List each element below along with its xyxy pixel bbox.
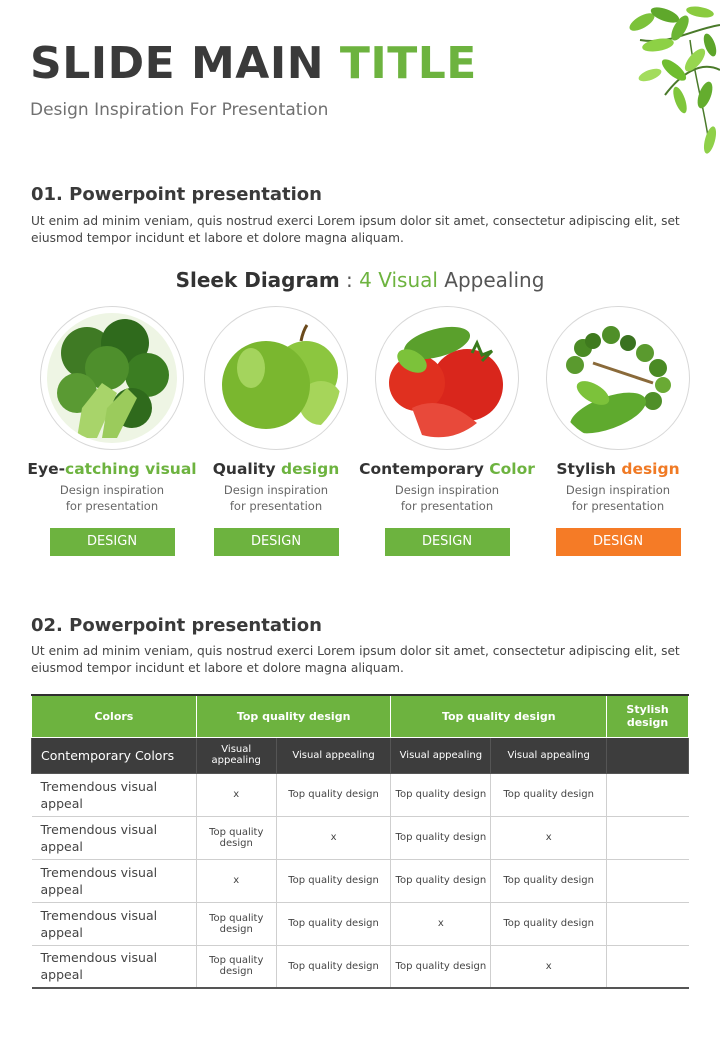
diagram-title [0, 268, 720, 292]
table-cell: Tremendous visual appeal [32, 902, 197, 945]
item-desc-line-1: Design inspiration [59, 483, 165, 497]
item-title-part-b: catching visual [65, 460, 197, 478]
table-cell: Top quality design [491, 859, 607, 902]
coffee-cherries-image [553, 313, 683, 443]
table-cell: Top quality design [391, 945, 491, 988]
diagram-item-4 [528, 306, 708, 556]
item-title [22, 460, 202, 478]
section-2-body: Ut enim ad minim veniam, quis nostrud exerci Lorem ipsum dolor sit amet, consectetur adipiscing elit, set eiusmod tempor incidunt et labore et dolore magna aliquam. [31, 644, 680, 675]
table-subheader-row [32, 737, 689, 773]
green-apples-image [211, 313, 341, 443]
table-cell [607, 773, 689, 816]
table-cell: Top quality design [391, 816, 491, 859]
table-cell: Top quality design [491, 902, 607, 945]
item-description [528, 482, 708, 514]
table-subheader-cell [607, 737, 689, 773]
table-cell [607, 945, 689, 988]
image-circle [375, 306, 519, 450]
table-subheader-cell: Visual appealing [276, 737, 391, 773]
diagram-item-2 [186, 306, 366, 556]
table-cell: Top quality design [196, 945, 276, 988]
image-circle [40, 306, 184, 450]
item-title-part-a: Contemporary [359, 460, 490, 478]
item-desc-line-2: for presentation [571, 499, 665, 513]
table-cell: Top quality design [276, 902, 391, 945]
table-row [32, 859, 689, 902]
item-title-part-b: Color [489, 460, 535, 478]
table-cell: Tremendous visual appeal [32, 859, 197, 902]
table-cell: x [491, 816, 607, 859]
table-header-cell: Colors [32, 695, 197, 737]
table-cell: x [196, 773, 276, 816]
diagram-title-separator: : [339, 268, 360, 292]
item-desc-line-1: Design inspiration [223, 483, 329, 497]
table-subheader-cell: Visual appealing [196, 737, 276, 773]
table-cell: Top quality design [391, 859, 491, 902]
item-description [186, 482, 366, 514]
table-cell: x [276, 816, 391, 859]
tomatoes-image [382, 313, 512, 443]
table-cell [607, 859, 689, 902]
image-circle [204, 306, 348, 450]
table-subheader-cell: Visual appealing [491, 737, 607, 773]
page-title [30, 38, 477, 89]
item-title [357, 460, 537, 478]
table-cell [607, 902, 689, 945]
table-cell [607, 816, 689, 859]
table-header-row [32, 695, 689, 737]
table-cell: x [391, 902, 491, 945]
item-title-part-a: Quality [212, 460, 281, 478]
diagram-item-1 [22, 306, 202, 556]
item-title-part-b: design [280, 460, 340, 478]
item-title [528, 460, 708, 478]
design-button-3[interactable]: DESIGN [385, 528, 510, 556]
table-cell: Tremendous visual appeal [32, 773, 197, 816]
table-cell: Tremendous visual appeal [32, 945, 197, 988]
item-title-part-a: Stylish [556, 460, 622, 478]
table-cell: x [196, 859, 276, 902]
leaves-decoration-image [570, 0, 720, 165]
item-description [22, 482, 202, 514]
table-subheader-cell: Visual appealing [391, 737, 491, 773]
table-row [32, 902, 689, 945]
table-row [32, 945, 689, 988]
broccoli-image [47, 313, 177, 443]
item-desc-line-1: Design inspiration [394, 483, 500, 497]
table-header-cell: Top quality design [391, 695, 607, 737]
design-button-4[interactable]: DESIGN [556, 528, 681, 556]
item-desc-line-2: for presentation [400, 499, 494, 513]
table-cell: Tremendous visual appeal [32, 816, 197, 859]
item-title [186, 460, 366, 478]
item-title-part-b: design [621, 460, 680, 478]
table-cell: Top quality design [491, 773, 607, 816]
table-cell: x [491, 945, 607, 988]
table-header-cell: Top quality design [196, 695, 391, 737]
item-description [357, 482, 537, 514]
item-title-part-a: Eye- [27, 460, 66, 478]
diagram-title-bold: Sleek Diagram [175, 268, 340, 292]
section-1-body: Ut enim ad minim veniam, quis nostrud exerci Lorem ipsum dolor sit amet, consectetur adipiscing elit, set eiusmod tempor incidunt et labore et dolore magna aliquam. [31, 214, 680, 245]
table-cell: Top quality design [276, 773, 391, 816]
diagram-item-3 [357, 306, 537, 556]
diagram-title-rest: Appealing [437, 268, 545, 292]
section-2-heading: 02. Powerpoint presentation [31, 615, 322, 636]
item-desc-line-2: for presentation [229, 499, 323, 513]
item-desc-line-1: Design inspiration [565, 483, 671, 497]
table-subheader-cell: Contemporary Colors [32, 737, 197, 773]
table-header-cell: Stylish design [607, 695, 689, 737]
table-cell: Top quality design [196, 816, 276, 859]
diagram-title-green: 4 Visual [359, 268, 438, 292]
table-cell: Top quality design [276, 945, 391, 988]
image-circle [546, 306, 690, 450]
title-main-text: SLIDE MAIN [30, 38, 325, 89]
design-button-1[interactable]: DESIGN [50, 528, 175, 556]
item-desc-line-2: for presentation [65, 499, 159, 513]
table-cell: Top quality design [391, 773, 491, 816]
table-cell: Top quality design [276, 859, 391, 902]
comparison-table [31, 694, 689, 989]
title-accent-text: TITLE [339, 38, 477, 89]
section-1-heading: 01. Powerpoint presentation [31, 184, 322, 205]
table-cell: Top quality design [196, 902, 276, 945]
design-button-2[interactable]: DESIGN [214, 528, 339, 556]
page-subtitle: Design Inspiration For Presentation [30, 100, 329, 120]
table-row [32, 773, 689, 816]
table-row [32, 816, 689, 859]
